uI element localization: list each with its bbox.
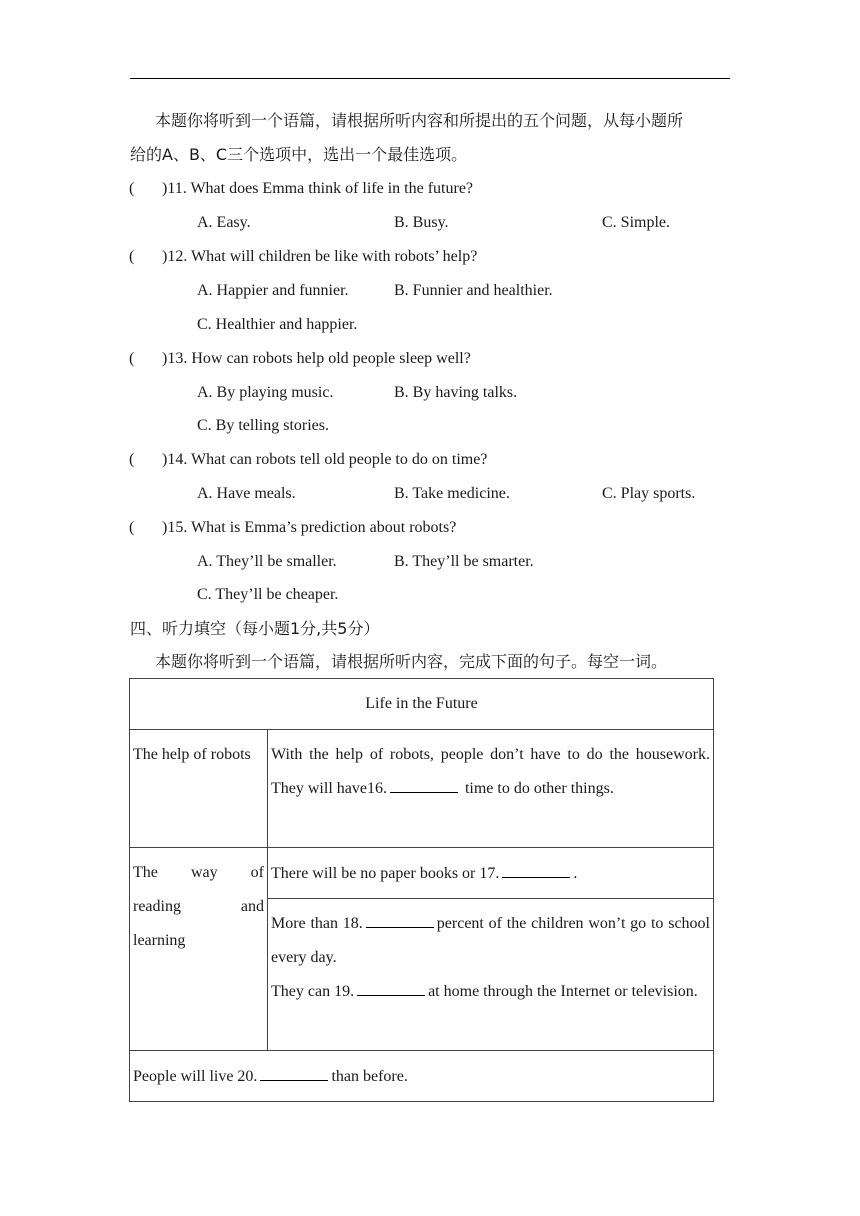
instruction-line-2: 给的A、B、C三个选项中，选出一个最佳选项。	[130, 145, 468, 164]
option-c: C. By telling stories.	[197, 417, 329, 434]
option-b: B. Busy.	[394, 214, 449, 231]
option-c: C. They’ll be cheaper.	[197, 586, 339, 603]
section-title: 四、听力填空（每小题1分,共5分）	[130, 619, 380, 638]
answer-paren: (	[129, 451, 135, 468]
option-c: C. Play sports.	[602, 485, 696, 502]
option-a: A. Easy.	[197, 214, 251, 231]
option-a: A. Happier and funnier.	[197, 282, 349, 299]
question-14: )14. What can robots tell old people to do on time?	[162, 451, 488, 468]
option-a: A. By playing music.	[197, 384, 334, 401]
table-row-label: The help of robots	[130, 730, 268, 848]
question-15: )15. What is Emma’s prediction about robots?	[162, 519, 457, 536]
option-c: C. Healthier and happier.	[197, 316, 358, 333]
table-row-label: The way of reading and learning	[130, 848, 268, 1051]
table-title: Life in the Future	[130, 679, 714, 730]
option-a: A. They’ll be smaller.	[197, 553, 337, 570]
table-row-content: There will be no paper books or 17. .	[268, 848, 714, 899]
question-11: )11. What does Emma think of life in the future?	[162, 180, 474, 197]
option-b: B. By having talks.	[394, 384, 518, 401]
answer-blank-16[interactable]	[390, 778, 458, 793]
table-row-content: People will live 20. than before.	[130, 1051, 714, 1102]
fill-in-table	[129, 678, 714, 1102]
option-c: C. Simple.	[602, 214, 671, 231]
option-a: A. Have meals.	[197, 485, 296, 502]
table-row-content: More than 18. percent of the children won’t go to school every day. They can 19. at home through the Internet or television.	[268, 899, 714, 1051]
answer-paren: (	[129, 180, 135, 197]
question-13: )13. How can robots help old people sleep well?	[162, 350, 471, 367]
answer-paren: (	[129, 350, 135, 367]
table-row-content: With the help of robots, people don’t have to do the housework. They will have16. time to do other things.	[268, 730, 714, 848]
answer-blank-19[interactable]	[357, 981, 425, 996]
answer-paren: (	[129, 519, 135, 536]
option-b: B. Take medicine.	[394, 485, 510, 502]
answer-blank-17[interactable]	[502, 863, 570, 878]
answer-blank-20[interactable]	[260, 1066, 328, 1081]
answer-blank-18[interactable]	[366, 913, 434, 928]
question-12: )12. What will children be like with robots’ help?	[162, 248, 478, 265]
option-b: B. Funnier and healthier.	[394, 282, 553, 299]
instruction-section-4: 本题你将听到一个语篇，请根据所听内容，完成下面的句子。每空一词。	[155, 652, 668, 671]
option-b: B. They’ll be smarter.	[394, 553, 534, 570]
header-rule	[130, 78, 730, 79]
answer-paren: (	[129, 248, 135, 265]
instruction-line-1: 本题你将听到一个语篇，请根据所听内容和所提出的五个问题，从每小题所	[155, 111, 684, 130]
